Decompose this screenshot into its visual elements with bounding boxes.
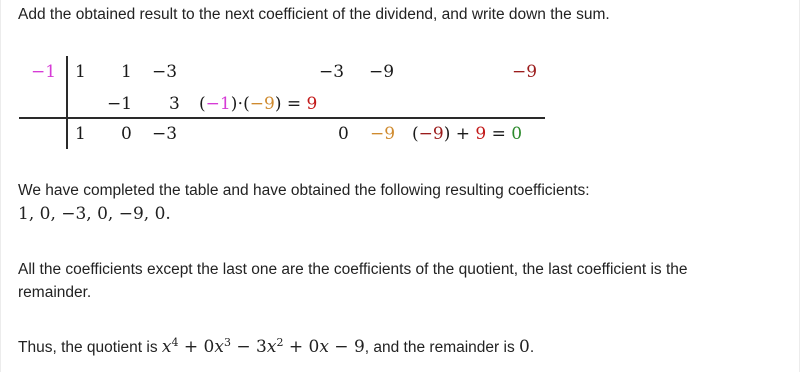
divisor-value: −1	[31, 62, 57, 82]
row3-coef-1: 1	[75, 124, 86, 144]
resulting-coefficients: 1, 0, −3, 0, −9, 0.	[18, 204, 171, 224]
conclusion-suffix: .	[529, 339, 535, 356]
row1-coef-1: 1	[75, 62, 86, 82]
quotient-var-4: x	[319, 337, 329, 357]
row2-product-note	[199, 94, 317, 114]
quotient-var-1: x	[161, 337, 172, 357]
quotient-exp-4: 4	[171, 335, 179, 349]
quotient-exp-2: 2	[276, 335, 284, 349]
quotient-term-3: − 3	[230, 337, 267, 357]
product-result: 9	[306, 94, 318, 114]
explanation-line-1: All the coefficients except the last one are the coefficients of the quotient, the last coefficient is the	[18, 261, 688, 278]
row1-coef-4: −3	[319, 62, 345, 82]
row3-coef-3: −3	[152, 124, 178, 144]
row1-coef-6: −9	[512, 62, 538, 82]
product-middle: )⋅(	[230, 94, 250, 114]
explanation-line-2: remainder.	[18, 284, 92, 301]
quotient-expression	[162, 337, 365, 357]
row1-coef-5: −9	[369, 62, 395, 82]
quotient-var-2: x	[214, 337, 224, 357]
row3-coef-4: 0	[338, 124, 349, 144]
synthetic-division-table	[1, 0, 800, 160]
sum-middle: ) +	[443, 124, 470, 144]
row1-coef-2: 1	[121, 62, 132, 82]
quotient-term-2: + 0	[178, 337, 215, 357]
row3-sum-note	[412, 124, 522, 144]
quotient-term-4: + 0	[283, 337, 320, 357]
sum-term-b: 9	[475, 124, 487, 144]
product-open-paren: (	[199, 94, 206, 114]
completed-text: We have completed the table and have obtained the following resulting coefficients:	[18, 182, 590, 199]
row3-coef-5: −9	[370, 124, 396, 144]
product-factor-b: −9	[249, 94, 275, 114]
instruction-text: Add the obtained result to the next coefficient of the dividend, and write down the sum.	[18, 6, 610, 23]
sum-open-paren: (	[412, 124, 419, 144]
sum-equals: =	[491, 124, 506, 144]
conclusion-line	[18, 336, 534, 359]
product-close: ) =	[274, 94, 302, 114]
remainder-value: 0	[519, 337, 530, 357]
row3-coef-2: 0	[121, 124, 132, 144]
quotient-term-5: − 9	[328, 337, 365, 357]
row2-value-2: −1	[107, 94, 133, 114]
quotient-var-3: x	[266, 337, 277, 357]
product-factor-a: −1	[205, 94, 231, 114]
sum-result: 0	[511, 124, 523, 144]
sum-term-a: −9	[418, 124, 444, 144]
table-vertical-divider	[66, 56, 68, 149]
table-horizontal-divider	[19, 117, 545, 119]
conclusion-middle: , and the remainder is	[364, 339, 515, 356]
row1-coef-3: −3	[152, 62, 178, 82]
conclusion-prefix: Thus, the quotient is	[18, 339, 158, 356]
row2-value-3: 3	[169, 94, 180, 114]
quotient-exp-3: 3	[223, 335, 231, 349]
